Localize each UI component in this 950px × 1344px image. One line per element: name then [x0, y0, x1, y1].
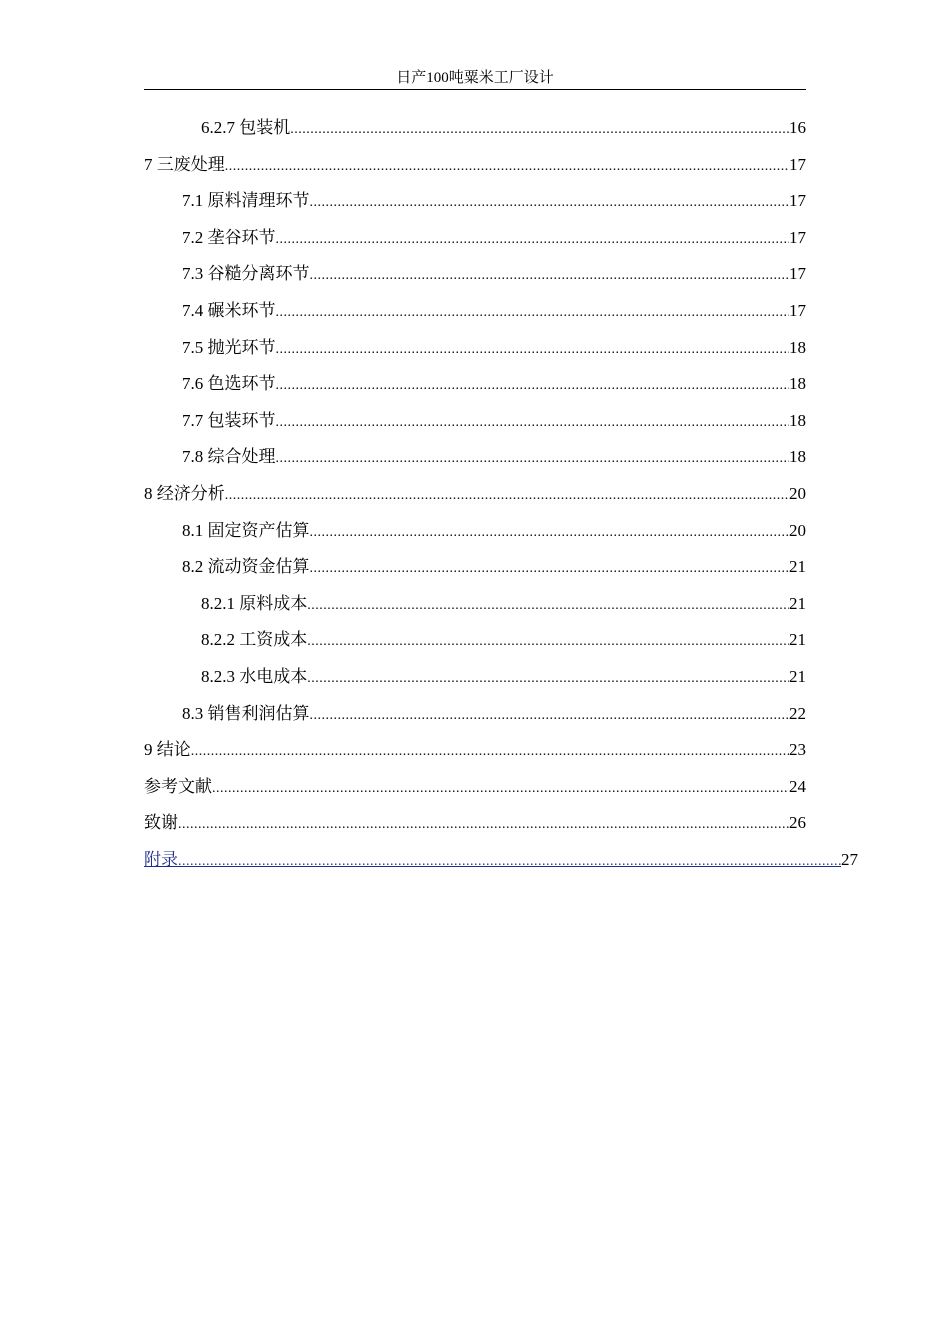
toc-dot-leader: [225, 478, 789, 515]
toc-entry-title: 6.2.7 包装机: [201, 118, 291, 137]
toc-entry: [144, 732, 806, 769]
toc-dot-leader: [310, 551, 790, 588]
toc-entry: [144, 293, 806, 330]
toc-entry: [144, 659, 806, 696]
toc-dot-leader: [212, 771, 789, 808]
toc-entry-title: 8.2 流动资金估算: [182, 557, 310, 577]
toc-page-number: 17: [789, 264, 806, 284]
toc-page-number: 20: [789, 520, 806, 540]
toc-dot-leader: [225, 149, 789, 186]
toc-entry: [144, 439, 806, 476]
toc-entry-title: 7.6 色选环节: [182, 374, 276, 394]
toc-dot-leader: [310, 258, 790, 295]
toc-entry: [144, 366, 806, 403]
toc-entry: [144, 805, 806, 842]
header-title: 日产100吨粟米工厂设计: [396, 70, 554, 86]
toc-page-number: 24: [789, 776, 806, 796]
toc-entry: [144, 622, 806, 659]
toc-entry: [144, 769, 806, 806]
toc-dot-leader: [276, 332, 790, 369]
toc-entry: [144, 183, 806, 220]
toc-page-number: 17: [789, 154, 806, 174]
toc-entry: [144, 147, 806, 184]
toc-entry-title: 8.3 销售利润估算: [182, 703, 310, 723]
toc-dot-leader: [178, 807, 789, 844]
toc-page-number: 17: [789, 300, 806, 320]
toc-dot-leader: [290, 112, 789, 149]
toc-dot-leader: [178, 844, 841, 881]
toc-entry: [144, 513, 806, 550]
toc-page-number: 23: [789, 740, 806, 760]
toc-entry: [144, 220, 806, 257]
toc-dot-leader: [276, 368, 790, 405]
toc-dot-leader: [191, 734, 789, 771]
toc-dot-leader: [276, 405, 790, 442]
toc-entry-title: 7.1 原料清理环节: [182, 191, 310, 211]
toc-link-entry[interactable]: [144, 842, 858, 879]
toc-entry-title: 8.1 固定资产估算: [182, 520, 310, 540]
toc-page-number: 18: [789, 374, 806, 394]
toc-dot-leader: [276, 441, 790, 478]
toc-entry-title: 7.3 谷糙分离环节: [182, 264, 310, 284]
toc-entry-title: 致谢: [144, 813, 178, 833]
toc-dot-leader: [276, 222, 790, 259]
toc-page-number: 18: [789, 337, 806, 357]
toc-page-number: 17: [789, 227, 806, 247]
toc-entry: [144, 549, 806, 586]
toc-entry-title: 8 经济分析: [144, 483, 225, 503]
toc-entry-title: 8.2.2 工资成本: [201, 630, 308, 650]
toc-page-number: 22: [789, 703, 806, 723]
toc-page-number: 20: [789, 483, 806, 503]
toc-page-number: 18: [789, 410, 806, 430]
toc-dot-leader: [310, 185, 790, 222]
toc-page-number: 18: [789, 447, 806, 467]
toc-entry-title: 7.7 包装环节: [182, 410, 276, 430]
toc-page-number: 21: [789, 630, 806, 650]
table-of-contents: [144, 110, 858, 878]
toc-entry: [144, 330, 806, 367]
page-header: [144, 68, 806, 90]
toc-entry-title: 8.2.3 水电成本: [201, 666, 308, 686]
toc-page-number: 26: [789, 813, 806, 833]
toc-entry: [144, 586, 806, 623]
toc-page-number: 27: [841, 849, 858, 869]
toc-entry: [144, 476, 806, 513]
toc-page-number: 21: [789, 666, 806, 686]
toc-dot-leader: [310, 698, 790, 735]
toc-entry: [144, 696, 806, 733]
toc-entry: [144, 403, 806, 440]
toc-entry-title: 7 三废处理: [144, 154, 225, 174]
toc-entry-title: 7.8 综合处理: [182, 447, 276, 467]
toc-page-number: 17: [789, 191, 806, 211]
toc-entry: [144, 110, 806, 147]
toc-page-number: 16: [789, 118, 806, 137]
toc-entry-title: 9 结论: [144, 740, 191, 760]
toc-dot-leader: [307, 661, 789, 698]
toc-page-number: 21: [789, 557, 806, 577]
toc-page-number: 21: [789, 593, 806, 613]
toc-dot-leader: [276, 295, 790, 332]
toc-entry-title: 7.5 抛光环节: [182, 337, 276, 357]
toc-dot-leader: [307, 624, 789, 661]
toc-dot-leader: [307, 588, 789, 625]
toc-dot-leader: [310, 515, 790, 552]
toc-entry-title: 附录: [144, 849, 178, 869]
toc-entry-title: 8.2.1 原料成本: [201, 593, 308, 613]
toc-entry-title: 7.2 垄谷环节: [182, 227, 276, 247]
toc-entry: [144, 256, 806, 293]
toc-entry-title: 参考文献: [144, 776, 212, 796]
toc-entry-title: 7.4 碾米环节: [182, 300, 276, 320]
